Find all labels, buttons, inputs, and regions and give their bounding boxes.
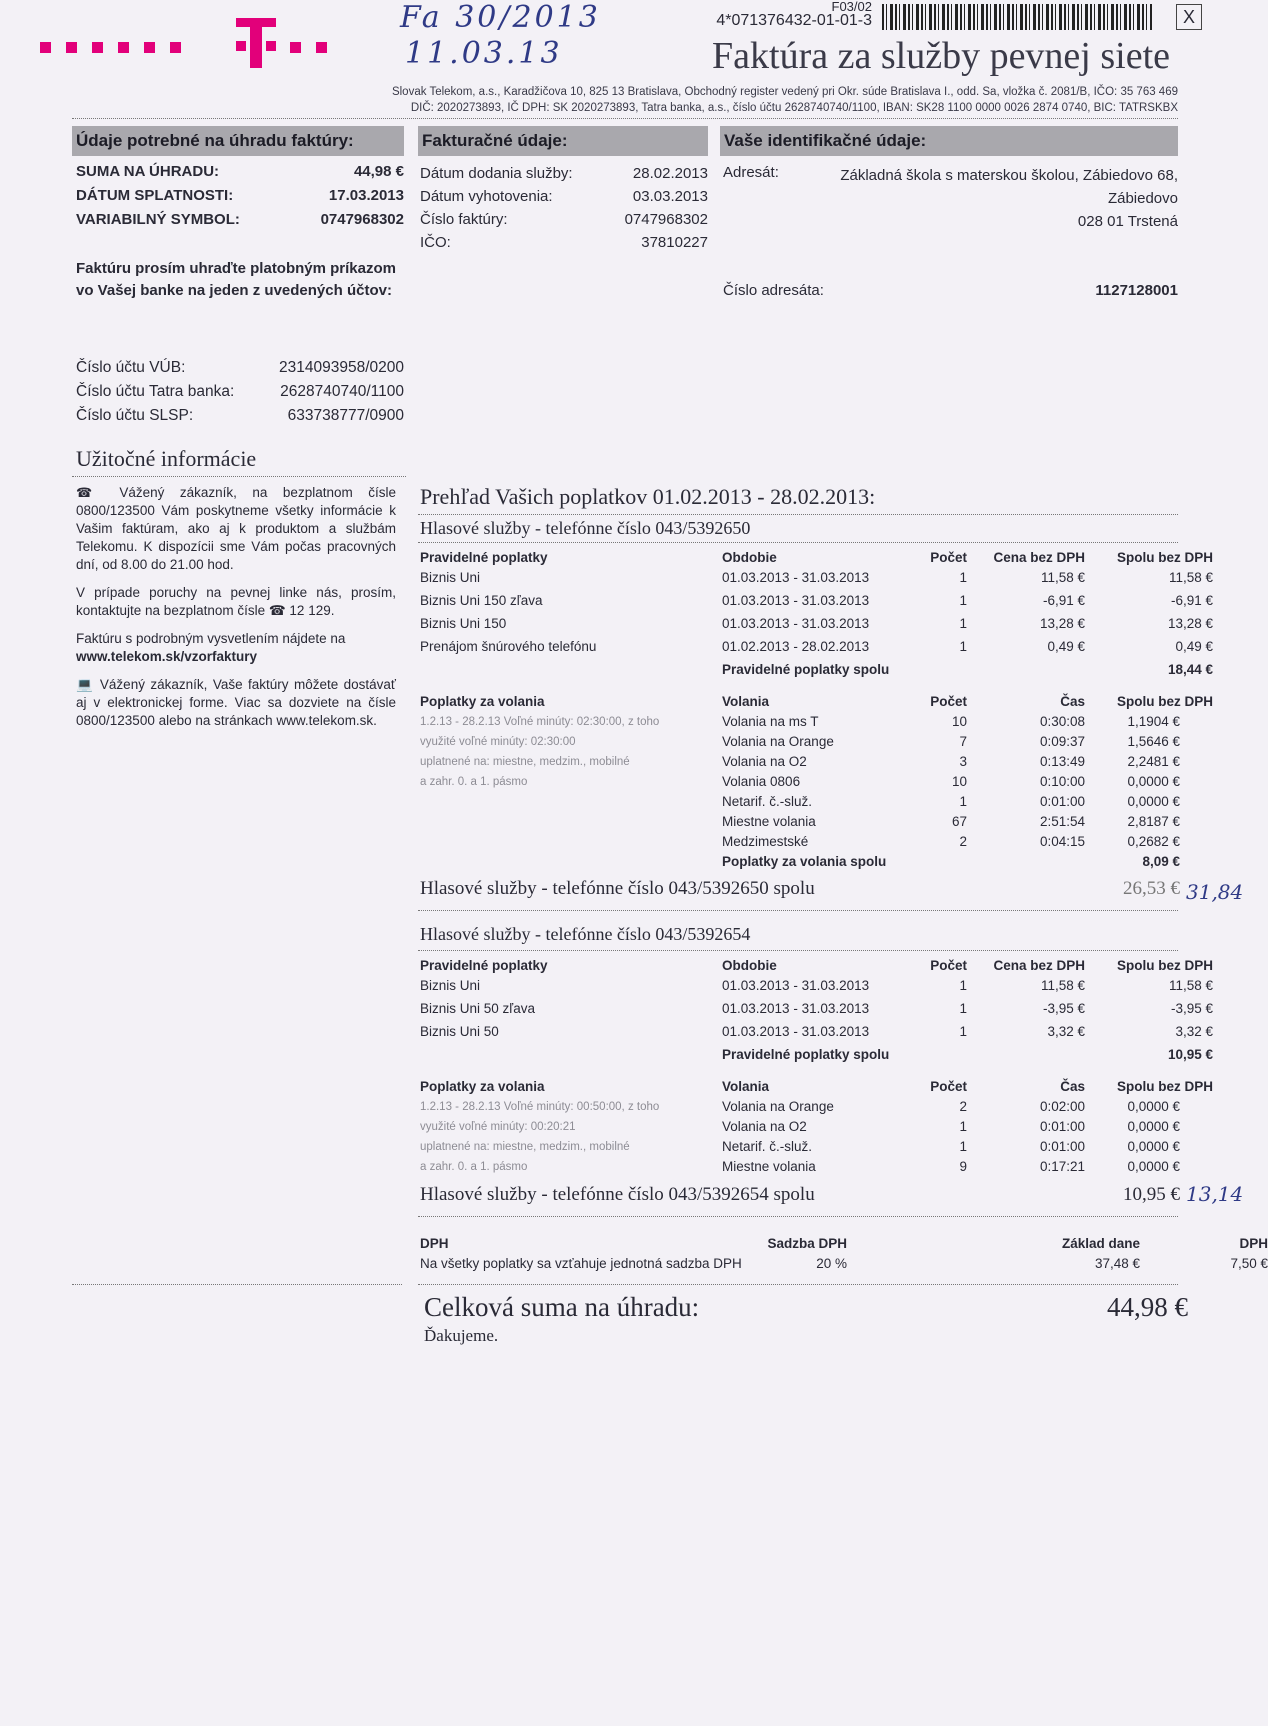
billing-label: Dátum vyhotovenia: xyxy=(420,188,553,205)
note-line: uplatnené na: miestne, medzim., mobilné xyxy=(420,1141,630,1153)
brand-dot xyxy=(118,42,129,53)
brand-dot xyxy=(290,42,301,53)
cell: 10 xyxy=(951,774,967,789)
address-label: Adresát: xyxy=(723,164,779,181)
info-title: Užitočné informácie xyxy=(76,446,257,471)
cell: 0,0000 € xyxy=(1127,1119,1180,1134)
brand-dots-right xyxy=(290,42,327,53)
cell: 2 xyxy=(959,1099,967,1114)
note-line: využité voľné minúty: 02:30:00 xyxy=(420,736,576,748)
table-row xyxy=(420,637,1213,657)
table-row xyxy=(722,812,1180,832)
cell: 10 xyxy=(951,714,967,729)
subtotal-value: 10,95 € xyxy=(1167,1047,1213,1062)
cell: 0,0000 € xyxy=(1127,794,1180,809)
company-line-2: DIČ: 2020273893, IČ DPH: SK 2020273893, Tatra banka, a.s., číslo účtu 2628740740/1100, IBAN: SK28 1100 0000 0026 2874 0740, BIC: TATRSKBX xyxy=(410,102,1178,114)
note-line: 1.2.13 - 28.2.13 Voľné minúty: 00:50:00, z toho xyxy=(420,1101,660,1113)
billing-details xyxy=(420,162,708,254)
col-header: Obdobie xyxy=(722,550,777,565)
cell: 1 xyxy=(959,1139,967,1154)
col-header: Počet xyxy=(930,694,967,709)
col-header: Počet xyxy=(930,1079,967,1094)
account-row xyxy=(76,404,404,428)
billing-row xyxy=(420,208,708,231)
cell: 0:04:15 xyxy=(1039,834,1085,849)
note-line: 1.2.13 - 28.2.13 Voľné minúty: 02:30:00, z toho xyxy=(420,716,660,728)
section1-total-value: 26,53 € xyxy=(1123,878,1180,899)
cell: 0,49 € xyxy=(1175,639,1213,654)
info-paragraph-3: Faktúru s podrobným vysvetlením nájdete na xyxy=(76,631,346,646)
cell: 0:17:21 xyxy=(1039,1159,1085,1174)
cell: 1,1904 € xyxy=(1127,714,1180,729)
company-info xyxy=(340,84,1178,116)
subtotal-label: Pravidelné poplatky spolu xyxy=(722,662,890,677)
cell: Volania 0806 xyxy=(722,774,801,789)
cell: 13,28 € xyxy=(1167,616,1213,631)
col-header: Poplatky za volania xyxy=(420,694,545,709)
cell: 2 xyxy=(959,834,967,849)
account-value: 2314093958/0200 xyxy=(279,359,404,376)
col-header: Pravidelné poplatky xyxy=(420,958,548,973)
section2-title: Hlasové služby - telefónne číslo 043/5392654 xyxy=(420,924,751,944)
col-header: Cena bez DPH xyxy=(993,550,1085,565)
header-divider xyxy=(72,118,1178,119)
recipient-value: 1127128001 xyxy=(1095,282,1178,299)
brand-dot xyxy=(92,42,103,53)
billing-label: Číslo faktúry: xyxy=(420,211,508,228)
note-line: uplatnené na: miestne, medzim., mobilné xyxy=(420,756,630,768)
table-row xyxy=(722,792,1180,812)
account-value: 633738777/0900 xyxy=(287,407,404,424)
cell: Biznis Uni 50 zľava xyxy=(420,1001,535,1016)
thanks-text: Ďakujeme. xyxy=(424,1326,499,1345)
cell: 01.03.2013 - 31.03.2013 xyxy=(722,616,870,631)
cell: Miestne volania xyxy=(722,814,816,829)
barcode xyxy=(882,4,1152,30)
document-code: 4*071376432-01-01-3 xyxy=(716,12,872,29)
cell: Netarif. č.-služ. xyxy=(722,794,813,809)
table-row xyxy=(420,568,1213,588)
section1-end-divider xyxy=(418,910,1178,911)
table-row xyxy=(420,1022,1213,1042)
payment-row xyxy=(76,160,404,184)
cell: Biznis Uni 150 zľava xyxy=(420,593,543,608)
recipient-label: Číslo adresáta: xyxy=(723,282,824,299)
cell: 7,50 € xyxy=(1230,1256,1268,1271)
billing-row xyxy=(420,162,708,185)
col-header: Spolu bez DPH xyxy=(1116,550,1213,565)
subtotal-label: Pravidelné poplatky spolu xyxy=(722,1047,890,1062)
section1-title: Hlasové služby - telefónne číslo 043/5392650 xyxy=(420,518,751,538)
cell: 1,5646 € xyxy=(1127,734,1180,749)
payment-instruction: Faktúru prosím uhraďte platobným príkazom vo Vašej banke na jeden z uvedených účtov: xyxy=(76,260,396,299)
cell: 11,58 € xyxy=(1040,978,1085,993)
cell: 2,8187 € xyxy=(1127,814,1180,829)
cell: 0,2682 € xyxy=(1127,834,1180,849)
cell: -6,91 € xyxy=(1042,593,1085,608)
col-header: Spolu bez DPH xyxy=(1116,958,1213,973)
cell: Volania na ms T xyxy=(722,714,819,729)
cell: Biznis Uni xyxy=(420,978,481,993)
cell: 2,2481 € xyxy=(1127,754,1180,769)
billing-header: Fakturačné údaje: xyxy=(418,126,708,156)
section2-regular-total xyxy=(420,1045,1213,1065)
col-header: Volania xyxy=(722,1079,770,1094)
account-row xyxy=(76,356,404,380)
payment-value: 44,98 € xyxy=(353,163,404,180)
overview-divider xyxy=(418,514,1178,515)
table-row xyxy=(722,1157,1180,1177)
address-block xyxy=(780,164,1178,233)
payment-header: Údaje potrebné na úhradu faktúry: xyxy=(72,126,404,156)
payment-row xyxy=(76,184,404,208)
table-row xyxy=(722,752,1180,772)
section2-divider xyxy=(418,950,1178,951)
cell: 0,49 € xyxy=(1047,639,1085,654)
cell: 37,48 € xyxy=(1094,1256,1140,1271)
vat-row xyxy=(420,1254,1268,1274)
cell: Miestne volania xyxy=(722,1159,816,1174)
cell: 11,58 € xyxy=(1040,570,1085,585)
payment-row xyxy=(76,208,404,232)
section2-calls-header xyxy=(420,1077,1213,1097)
cell: 1 xyxy=(959,1024,967,1039)
cell: 0:01:00 xyxy=(1039,1139,1085,1154)
section2-total-value: 10,95 € xyxy=(1123,1184,1180,1205)
col-header: DPH xyxy=(1239,1236,1268,1251)
section2-calls xyxy=(722,1097,1180,1177)
col-header: Počet xyxy=(930,958,967,973)
col-header: Čas xyxy=(1060,1079,1085,1094)
col-header: Sadzba DPH xyxy=(767,1236,847,1251)
cell: 1 xyxy=(959,1001,967,1016)
account-value: 2628740740/1100 xyxy=(280,383,404,400)
telekom-t-logo xyxy=(236,14,276,70)
brand-dots xyxy=(40,42,181,53)
account-label: Číslo účtu VÚB: xyxy=(76,359,186,376)
address-line-1: Základná škola s materskou školou, Zábiedovo 68, xyxy=(840,167,1178,184)
cell: 1 xyxy=(959,616,967,631)
cell: 2:51:54 xyxy=(1039,814,1085,829)
cell: 67 xyxy=(951,814,967,829)
invoice-title: Faktúra za služby pevnej siete xyxy=(712,35,1170,77)
section1-regular-header xyxy=(420,548,1213,568)
cell: Biznis Uni 50 xyxy=(420,1024,499,1039)
cell: 0:10:00 xyxy=(1039,774,1085,789)
section2-end-divider xyxy=(418,1216,1178,1217)
table-row xyxy=(722,1117,1180,1137)
cell: Prenájom šnúrového telefónu xyxy=(420,639,597,654)
cell: 0:01:00 xyxy=(1039,1119,1085,1134)
brand-dot xyxy=(170,42,181,53)
brand-dot xyxy=(66,42,77,53)
col-header: Spolu bez DPH xyxy=(1116,1079,1213,1094)
billing-row xyxy=(420,231,708,254)
col-header: Základ dane xyxy=(1061,1236,1140,1251)
address-line-3: 028 01 Trstená xyxy=(1077,213,1178,230)
cell: 01.03.2013 - 31.03.2013 xyxy=(722,978,870,993)
info-paragraph-1: Vážený zákazník, na bezplatnom čísle 0800/123500 Vám poskytneme všetky informácie k Vašim faktúram, ako aj k produktom a službám Telekomu. K dispozícii sme Vám počas pracovných dní, od 8.00 do 21.00 hod. xyxy=(76,485,396,572)
col-header: Volania xyxy=(722,694,770,709)
cell: 0,0000 € xyxy=(1127,774,1180,789)
cell: 20 % xyxy=(816,1256,847,1271)
section1-regular-total xyxy=(420,660,1213,680)
subtotal-value: 18,44 € xyxy=(1167,662,1213,677)
subtotal-label: Poplatky za volania spolu xyxy=(722,854,887,869)
left-bottom-divider xyxy=(72,1284,402,1285)
handwritten-note-date: 11.03.13 xyxy=(405,36,563,71)
cell: 3,32 € xyxy=(1175,1024,1213,1039)
brand-dot xyxy=(316,42,327,53)
cell: 1 xyxy=(959,1119,967,1134)
cell: 0:01:00 xyxy=(1039,794,1085,809)
cell: Na všetky poplatky sa vzťahuje jednotná sadzba DPH xyxy=(420,1256,742,1271)
billing-row xyxy=(420,185,708,208)
brand-dot xyxy=(144,42,155,53)
handwritten-note-invoice-no: Fa 30/2013 xyxy=(400,0,601,35)
billing-value: 03.03.2013 xyxy=(632,188,708,205)
sample-invoice-link[interactable]: www.telekom.sk/vzorfaktury xyxy=(76,649,258,664)
cell: 9 xyxy=(959,1159,967,1174)
col-header: DPH xyxy=(420,1236,449,1251)
payment-label: VARIABILNÝ SYMBOL: xyxy=(76,211,240,228)
cell: 11,58 € xyxy=(1168,570,1213,585)
billing-label: IČO: xyxy=(420,234,451,251)
account-label: Číslo účtu SLSP: xyxy=(76,407,194,424)
table-row xyxy=(722,712,1180,732)
reference-block xyxy=(697,0,872,28)
payment-summary xyxy=(76,160,404,232)
table-row xyxy=(722,1137,1180,1157)
cell: 0:30:08 xyxy=(1039,714,1085,729)
cell: 1 xyxy=(959,639,967,654)
laptop-icon: 💻 xyxy=(76,677,100,692)
section2-regular-header xyxy=(420,956,1213,976)
cell: 01.03.2013 - 31.03.2013 xyxy=(722,593,870,608)
cell: 3 xyxy=(959,754,967,769)
info-paragraph-2: V prípade poruchy na pevnej linke nás, prosím, kontaktujte na bezplatnom čísle ☎ 12 129. xyxy=(76,585,396,618)
subtotal-value: 8,09 € xyxy=(1142,854,1180,869)
table-row xyxy=(722,772,1180,792)
table-row xyxy=(722,1097,1180,1117)
cell: Volania na Orange xyxy=(722,734,834,749)
section1-calls xyxy=(722,712,1180,872)
x-mark-box: X xyxy=(1176,4,1202,30)
cell: 0:09:37 xyxy=(1039,734,1085,749)
billing-value: 37810227 xyxy=(641,234,708,251)
billing-value: 0747968302 xyxy=(624,211,708,228)
cell: Netarif. č.-služ. xyxy=(722,1139,813,1154)
col-header: Poplatky za volania xyxy=(420,1079,545,1094)
phone-icon: ☎ xyxy=(76,485,120,500)
bank-accounts xyxy=(76,356,404,428)
cell: 0,0000 € xyxy=(1127,1139,1180,1154)
cell: 3,32 € xyxy=(1047,1024,1085,1039)
cell: 0:13:49 xyxy=(1039,754,1085,769)
cell: 01.02.2013 - 28.02.2013 xyxy=(722,639,870,654)
cell: 7 xyxy=(959,734,967,749)
handwritten-note-section2: 13,14 xyxy=(1186,1182,1244,1206)
col-header: Pravidelné poplatky xyxy=(420,550,548,565)
address-line-2: Zábiedovo xyxy=(1107,190,1178,207)
table-row xyxy=(722,832,1180,852)
cell: Biznis Uni 150 xyxy=(420,616,507,631)
info-divider xyxy=(72,476,406,477)
identity-header: Vaše identifikačné údaje: xyxy=(720,126,1178,156)
table-row xyxy=(420,976,1213,996)
cell: 0,0000 € xyxy=(1127,1099,1180,1114)
billing-value: 28.02.2013 xyxy=(632,165,708,182)
col-header: Cena bez DPH xyxy=(993,958,1085,973)
account-row xyxy=(76,380,404,404)
cell: 1 xyxy=(959,794,967,809)
cell: 0,0000 € xyxy=(1127,1159,1180,1174)
grand-total-value: 44,98 € xyxy=(1107,1292,1188,1322)
account-label: Číslo účtu Tatra banka: xyxy=(76,383,235,400)
cell: -3,95 € xyxy=(1170,1001,1213,1016)
handwritten-note-section1: 31,84 xyxy=(1186,880,1244,904)
cell: 1 xyxy=(959,978,967,993)
overview-title: Prehľad Vašich poplatkov 01.02.2013 - 28.02.2013: xyxy=(420,484,876,509)
cell: Biznis Uni xyxy=(420,570,481,585)
cell: 01.03.2013 - 31.03.2013 xyxy=(722,1001,870,1016)
col-header: Obdobie xyxy=(722,958,777,973)
note-line: a zahr. 0. a 1. pásmo xyxy=(420,776,528,788)
cell: 13,28 € xyxy=(1039,616,1085,631)
company-line-1: Slovak Telekom, a.s., Karadžičova 10, 825 13 Bratislava, Obchodný register vedený pri Okr. súde Bratislava I., odd. Sa, vložka č. 2081/B, IČO: 35 763 469 xyxy=(391,86,1178,98)
brand-dot xyxy=(40,42,51,53)
cell: -6,91 € xyxy=(1170,593,1213,608)
vat-divider xyxy=(418,1284,1178,1285)
cell: 11,58 € xyxy=(1168,978,1213,993)
section2-free-minutes-note xyxy=(420,1097,720,1177)
vat-header xyxy=(420,1234,1268,1254)
cell: Volania na Orange xyxy=(722,1099,834,1114)
note-line: využité voľné minúty: 00:20:21 xyxy=(420,1121,576,1133)
col-header: Spolu bez DPH xyxy=(1116,694,1213,709)
cell: -3,95 € xyxy=(1042,1001,1085,1016)
payment-label: DÁTUM SPLATNOSTI: xyxy=(76,187,234,204)
cell: 1 xyxy=(959,570,967,585)
info-block xyxy=(76,484,396,740)
payment-value: 17.03.2013 xyxy=(328,187,404,204)
note-line: a zahr. 0. a 1. pásmo xyxy=(420,1161,528,1173)
payment-value: 0747968302 xyxy=(320,211,404,228)
cell: Volania na O2 xyxy=(722,754,807,769)
table-row xyxy=(420,999,1213,1019)
payment-label: SUMA NA ÚHRADU: xyxy=(76,163,220,180)
cell: 01.03.2013 - 31.03.2013 xyxy=(722,1024,870,1039)
section1-calls-header xyxy=(420,692,1213,712)
grand-total-label: Celková suma na úhradu: xyxy=(424,1292,700,1322)
section1-free-minutes-note xyxy=(420,712,720,792)
section2-total-label: Hlasové služby - telefónne číslo 043/5392654 spolu xyxy=(420,1184,815,1205)
cell: 01.03.2013 - 31.03.2013 xyxy=(722,570,870,585)
col-header: Čas xyxy=(1060,694,1085,709)
billing-label: Dátum dodania služby: xyxy=(420,165,573,182)
cell: 1 xyxy=(959,593,967,608)
cell: 0:02:00 xyxy=(1039,1099,1085,1114)
section1-divider xyxy=(418,542,1178,543)
cell: Medzimestské xyxy=(722,834,809,849)
table-row xyxy=(722,732,1180,752)
table-row xyxy=(420,614,1213,634)
calls-subtotal xyxy=(722,852,1180,872)
section1-total-label: Hlasové služby - telefónne číslo 043/5392650 spolu xyxy=(420,878,815,899)
col-header: Počet xyxy=(930,550,967,565)
info-paragraph-4: Vážený zákazník, Vaše faktúry môžete dostávať aj v elektronickej forme. Viac sa dozviete na čísle 0800/123500 alebo na stránkach www.telekom.sk. xyxy=(76,677,396,728)
table-row xyxy=(420,591,1213,611)
cell: Volania na O2 xyxy=(722,1119,807,1134)
form-code: F03/02 xyxy=(831,0,872,14)
